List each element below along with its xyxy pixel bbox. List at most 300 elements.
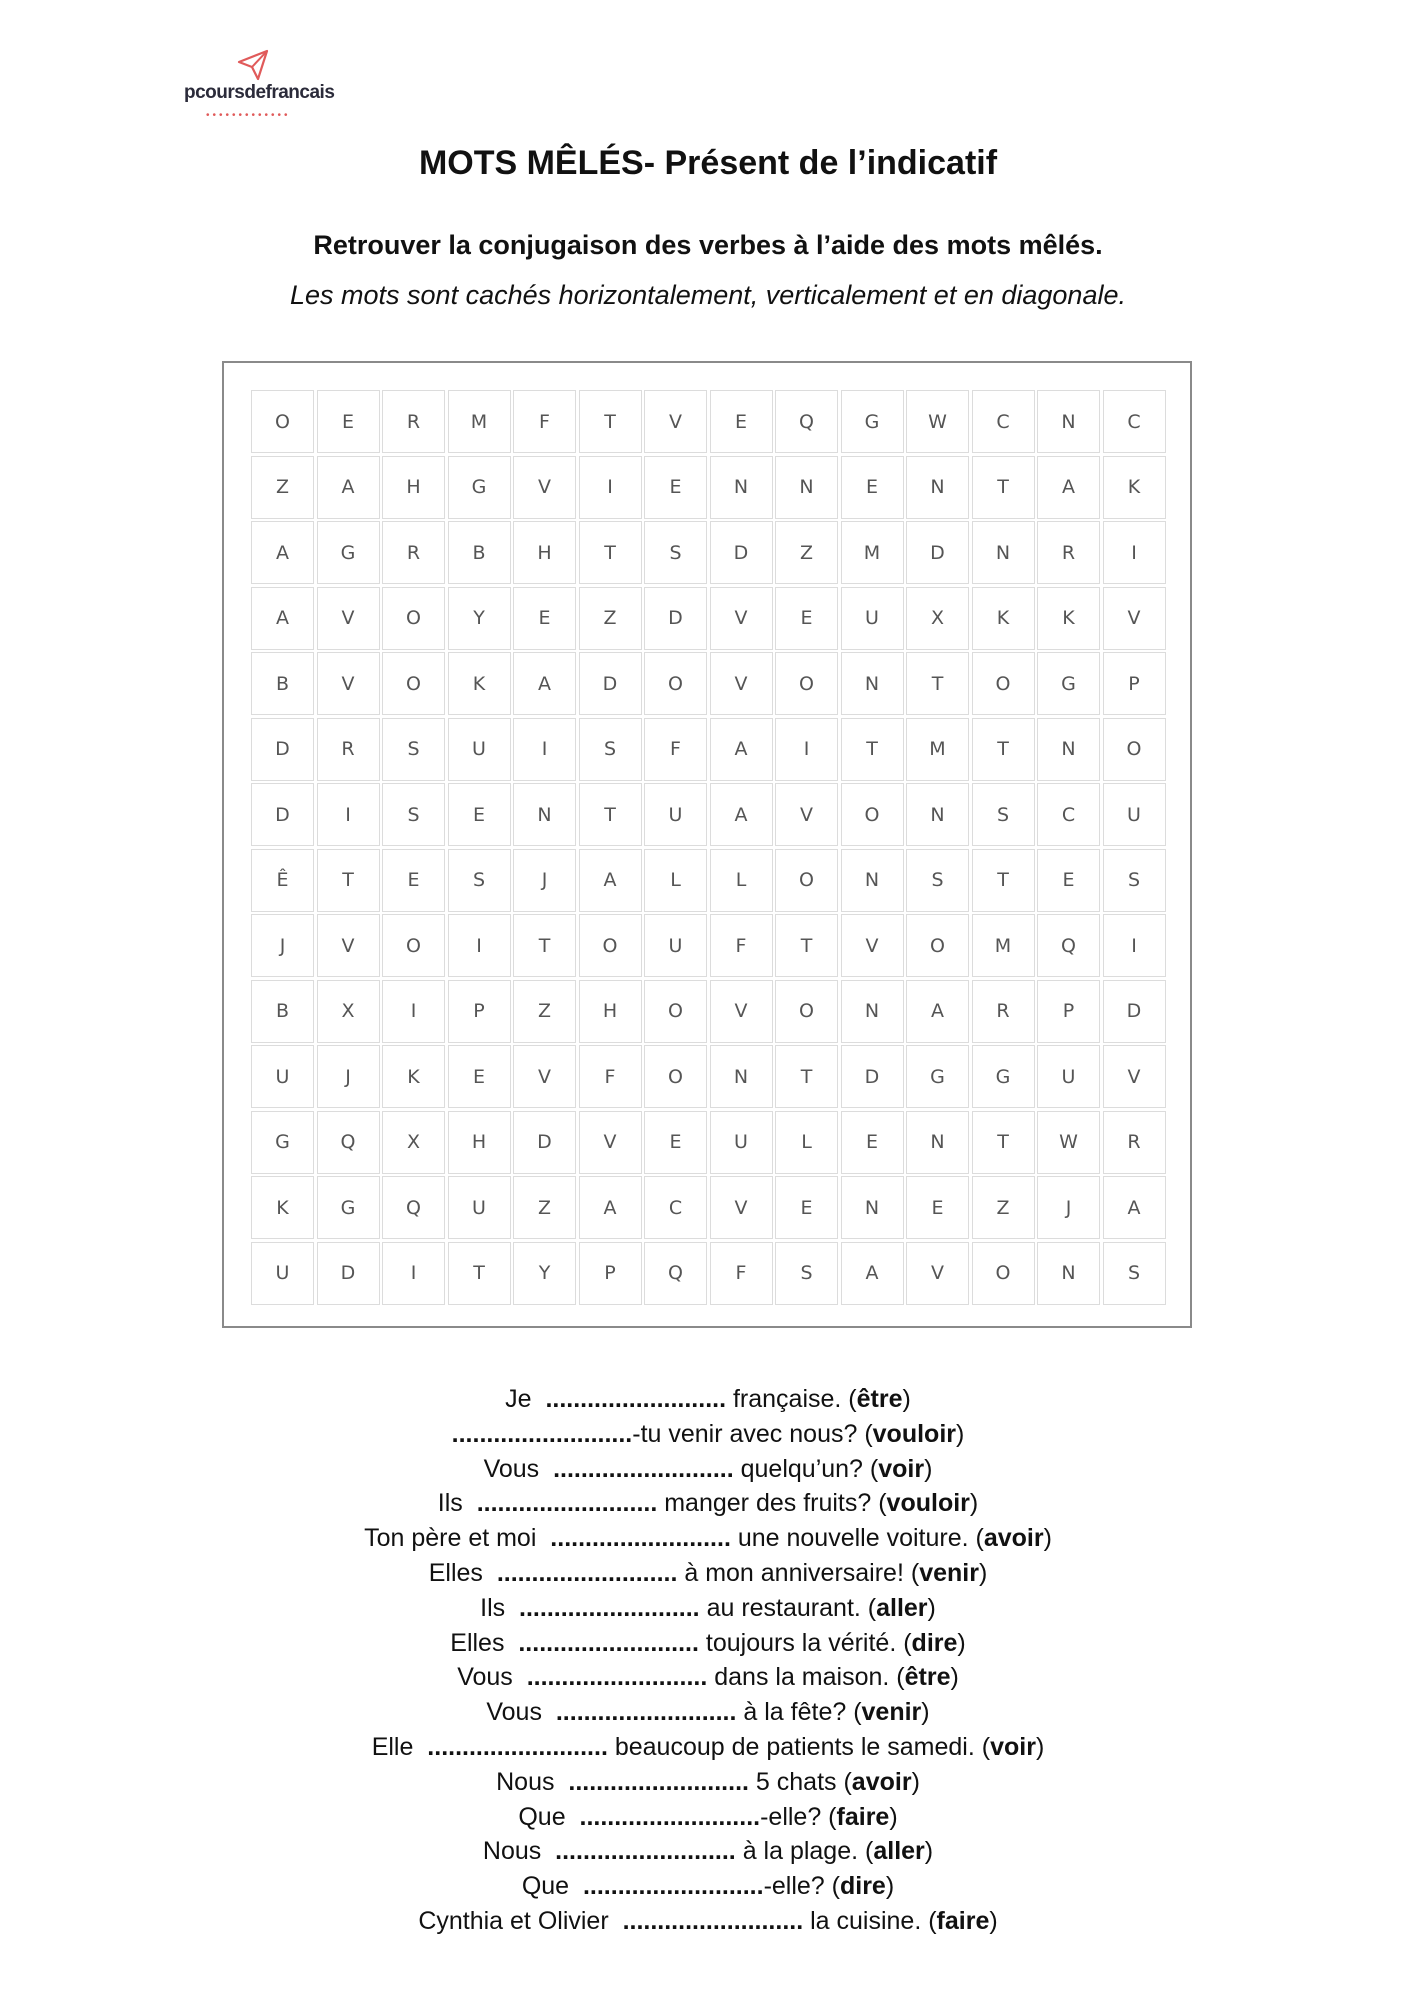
verb-infinitive: avoir	[851, 1767, 912, 1796]
grid-cell[interactable]: D	[251, 783, 314, 846]
grid-cell[interactable]: N	[906, 783, 969, 846]
logo-underline-dots: •••••••••••••	[206, 110, 291, 121]
grid-cell[interactable]: K	[448, 652, 511, 715]
grid-cell[interactable]: V	[841, 914, 904, 977]
grid-cell[interactable]: Z	[579, 587, 642, 650]
grid-cell[interactable]: O	[775, 652, 838, 715]
grid-cell[interactable]: V	[1103, 1045, 1166, 1108]
grid-cell[interactable]: F	[710, 1242, 773, 1305]
grid-cell[interactable]: G	[317, 521, 380, 584]
grid-cell[interactable]: T	[579, 521, 642, 584]
sentence-rest: -elle? (	[760, 1802, 837, 1831]
grid-cell[interactable]: U	[251, 1242, 314, 1305]
grid-cell[interactable]: O	[972, 652, 1035, 715]
grid-cell[interactable]: O	[579, 914, 642, 977]
grid-cell[interactable]: U	[448, 718, 511, 781]
closing-paren: )	[969, 1489, 979, 1518]
verb-infinitive: être	[904, 1663, 951, 1692]
exercise-sentence	[0, 1521, 1416, 1556]
grid-cell[interactable]: G	[448, 456, 511, 519]
grid-cell[interactable]: N	[513, 783, 576, 846]
grid-cell[interactable]: U	[448, 1176, 511, 1239]
grid-cell[interactable]: S	[1103, 1242, 1166, 1305]
grid-cell[interactable]: S	[906, 849, 969, 912]
grid-cell[interactable]: T	[513, 914, 576, 977]
grid-cell[interactable]: A	[579, 1176, 642, 1239]
grid-cell[interactable]: H	[448, 1111, 511, 1174]
grid-cell[interactable]: G	[841, 390, 904, 453]
sentence-rest: -elle? (	[763, 1872, 840, 1901]
sentence-subject: Elles	[428, 1558, 497, 1587]
answer-blank[interactable]: ..........................	[553, 1454, 734, 1483]
grid-cell[interactable]: I	[317, 783, 380, 846]
exercise-sentence	[0, 1904, 1416, 1939]
grid-cell[interactable]: S	[448, 849, 511, 912]
sentence-rest: 5 chats (	[748, 1767, 852, 1796]
sentence-subject: Cynthia et Olivier	[418, 1906, 623, 1935]
grid-cell[interactable]: P	[448, 980, 511, 1043]
word-search-grid	[251, 390, 1165, 1304]
verb-infinitive: dire	[839, 1872, 886, 1901]
grid-cell[interactable]: L	[710, 849, 773, 912]
grid-cell[interactable]: E	[710, 390, 773, 453]
answer-blank[interactable]: ..........................	[476, 1489, 658, 1518]
closing-paren: )	[1035, 1732, 1045, 1761]
grid-cell[interactable]: A	[710, 783, 773, 846]
grid-cell[interactable]: Y	[448, 587, 511, 650]
closing-paren: )	[885, 1872, 895, 1901]
grid-cell[interactable]: T	[972, 1111, 1035, 1174]
grid-cell[interactable]: X	[317, 980, 380, 1043]
sentence-rest: une nouvelle voiture. (	[730, 1524, 984, 1553]
exercise-sentence	[0, 1660, 1416, 1695]
grid-cell[interactable]: F	[710, 914, 773, 977]
grid-cell[interactable]: A	[1037, 456, 1100, 519]
grid-cell[interactable]: T	[579, 390, 642, 453]
logo	[184, 48, 344, 128]
grid-cell[interactable]: N	[710, 1045, 773, 1108]
sentence-subject: Que	[521, 1872, 583, 1901]
exercise-sentence	[0, 1800, 1416, 1835]
grid-cell[interactable]: D	[841, 1045, 904, 1108]
grid-cell[interactable]: U	[251, 1045, 314, 1108]
grid-cell[interactable]: P	[1037, 980, 1100, 1043]
closing-paren: )	[950, 1663, 959, 1692]
grid-cell[interactable]: O	[382, 914, 445, 977]
grid-cell[interactable]: Q	[317, 1111, 380, 1174]
grid-cell[interactable]: U	[1037, 1045, 1100, 1108]
grid-cell[interactable]: C	[644, 1176, 707, 1239]
sentence-rest: à mon anniversaire! (	[677, 1558, 920, 1587]
sentence-rest: toujours la vérité. (	[698, 1628, 912, 1657]
word-search-frame	[222, 361, 1192, 1328]
grid-cell[interactable]: S	[382, 783, 445, 846]
exercise-sentence	[0, 1626, 1416, 1661]
grid-cell[interactable]: R	[1037, 521, 1100, 584]
sentence-subject: Ils	[437, 1489, 477, 1518]
grid-cell[interactable]: R	[972, 980, 1035, 1043]
grid-cell[interactable]: E	[1037, 849, 1100, 912]
subinstruction: Les mots sont cachés horizontalement, verticalement et en diagonale.	[290, 280, 1126, 310]
verb-infinitive: faire	[836, 1802, 890, 1831]
page-title: MOTS MÊLÉS- Présent de l’indicatif	[418, 144, 998, 182]
grid-cell[interactable]: S	[644, 521, 707, 584]
grid-cell[interactable]: M	[841, 521, 904, 584]
grid-cell[interactable]: E	[906, 1176, 969, 1239]
grid-cell[interactable]: T	[841, 718, 904, 781]
closing-paren: )	[889, 1802, 898, 1831]
grid-cell[interactable]: N	[906, 456, 969, 519]
grid-cell[interactable]: Z	[513, 980, 576, 1043]
grid-cell[interactable]: G	[251, 1111, 314, 1174]
closing-paren: )	[921, 1698, 930, 1727]
grid-cell[interactable]: R	[317, 718, 380, 781]
grid-cell[interactable]: V	[513, 456, 576, 519]
grid-cell[interactable]: O	[382, 652, 445, 715]
grid-cell[interactable]: E	[317, 390, 380, 453]
closing-paren: )	[1043, 1524, 1052, 1553]
grid-cell[interactable]: K	[382, 1045, 445, 1108]
grid-cell[interactable]: T	[972, 456, 1035, 519]
grid-cell[interactable]: N	[841, 652, 904, 715]
verb-infinitive: être	[856, 1385, 903, 1413]
grid-cell[interactable]: D	[710, 521, 773, 584]
grid-cell[interactable]: A	[841, 1242, 904, 1305]
grid-cell[interactable]: U	[644, 783, 707, 846]
grid-cell[interactable]: D	[644, 587, 707, 650]
grid-cell[interactable]: V	[710, 587, 773, 650]
exercise-sentence	[0, 1556, 1416, 1591]
grid-cell[interactable]: A	[710, 718, 773, 781]
verb-infinitive: dire	[911, 1628, 958, 1657]
grid-cell[interactable]: K	[972, 587, 1035, 650]
grid-cell[interactable]: U	[644, 914, 707, 977]
verb-infinitive: aller	[873, 1837, 925, 1866]
grid-cell[interactable]: O	[1103, 718, 1166, 781]
grid-cell[interactable]: F	[579, 1045, 642, 1108]
grid-cell[interactable]: O	[644, 1045, 707, 1108]
exercise-sentence	[0, 1730, 1416, 1765]
grid-cell[interactable]: A	[1103, 1176, 1166, 1239]
exercise-sentence	[0, 1834, 1416, 1869]
answer-blank[interactable]: ..........................	[622, 1906, 804, 1935]
grid-cell[interactable]: K	[1103, 456, 1166, 519]
sentence-subject: Ils	[480, 1593, 520, 1622]
grid-cell[interactable]: T	[448, 1242, 511, 1305]
sentence-subject: Elle	[371, 1732, 428, 1761]
grid-cell[interactable]: G	[972, 1045, 1035, 1108]
verb-infinitive: venir	[861, 1698, 922, 1727]
grid-cell[interactable]: E	[513, 587, 576, 650]
sentence-rest: à la plage. (	[735, 1837, 874, 1866]
grid-cell[interactable]: W	[1037, 1111, 1100, 1174]
sentence-subject: Ton père et moi	[364, 1524, 551, 1553]
answer-blank[interactable]: ..........................	[526, 1663, 708, 1692]
grid-cell[interactable]: A	[579, 849, 642, 912]
grid-cell[interactable]: O	[841, 783, 904, 846]
grid-cell[interactable]: Q	[382, 1176, 445, 1239]
answer-blank[interactable]: ..........................	[496, 1558, 678, 1587]
grid-cell[interactable]: M	[448, 390, 511, 453]
grid-cell[interactable]: Q	[1037, 914, 1100, 977]
verb-infinitive: venir	[919, 1558, 979, 1587]
grid-cell[interactable]: E	[775, 1176, 838, 1239]
grid-cell[interactable]: N	[1037, 1242, 1100, 1305]
grid-cell[interactable]: B	[251, 980, 314, 1043]
grid-cell[interactable]: A	[317, 456, 380, 519]
grid-cell[interactable]: E	[382, 849, 445, 912]
closing-paren: )	[978, 1558, 988, 1587]
grid-cell[interactable]: U	[1103, 783, 1166, 846]
grid-cell[interactable]: R	[382, 390, 445, 453]
grid-cell[interactable]: X	[382, 1111, 445, 1174]
grid-cell[interactable]: T	[775, 1045, 838, 1108]
grid-cell[interactable]: D	[579, 652, 642, 715]
grid-cell[interactable]: W	[906, 390, 969, 453]
answer-blank[interactable]: ..........................	[550, 1524, 731, 1553]
closing-paren: )	[924, 1837, 934, 1866]
grid-cell[interactable]: I	[1103, 521, 1166, 584]
sentence-subject: Nous	[482, 1837, 556, 1866]
grid-cell[interactable]: I	[1103, 914, 1166, 977]
answer-blank[interactable]: ..........................	[519, 1593, 700, 1622]
grid-cell[interactable]: N	[972, 521, 1035, 584]
grid-cell[interactable]: V	[317, 914, 380, 977]
grid-cell[interactable]: G	[317, 1176, 380, 1239]
grid-cell[interactable]: G	[906, 1045, 969, 1108]
grid-cell[interactable]: P	[1103, 652, 1166, 715]
closing-paren: )	[924, 1454, 933, 1483]
grid-cell[interactable]: I	[382, 1242, 445, 1305]
grid-cell[interactable]: V	[710, 1176, 773, 1239]
grid-cell[interactable]: S	[972, 783, 1035, 846]
grid-cell[interactable]: A	[513, 652, 576, 715]
answer-blank[interactable]: ..........................	[545, 1385, 727, 1413]
grid-cell[interactable]: H	[513, 521, 576, 584]
grid-cell[interactable]: O	[972, 1242, 1035, 1305]
sentence-rest: manger des fruits? (	[657, 1489, 887, 1518]
answer-blank[interactable]: ..........................	[568, 1767, 749, 1796]
exercise-sentence	[0, 1695, 1416, 1730]
grid-cell[interactable]: N	[1037, 390, 1100, 453]
verb-infinitive: avoir	[983, 1524, 1044, 1553]
grid-cell[interactable]: K	[1037, 587, 1100, 650]
grid-cell[interactable]: N	[841, 849, 904, 912]
grid-cell[interactable]: S	[579, 718, 642, 781]
grid-cell[interactable]: I	[382, 980, 445, 1043]
grid-cell[interactable]: N	[906, 1111, 969, 1174]
sentence-rest: quelqu’un? (	[733, 1454, 879, 1483]
grid-cell[interactable]: O	[775, 980, 838, 1043]
logo-text: pcoursdefrancais	[184, 82, 335, 103]
grid-cell[interactable]: B	[448, 521, 511, 584]
sentence-rest: -tu venir avec nous? (	[632, 1419, 873, 1448]
grid-cell[interactable]: L	[775, 1111, 838, 1174]
grid-cell[interactable]: N	[710, 456, 773, 519]
answer-blank[interactable]: ..........................	[451, 1419, 633, 1448]
grid-cell[interactable]: I	[579, 456, 642, 519]
grid-cell[interactable]: M	[972, 914, 1035, 977]
grid-cell[interactable]: D	[906, 521, 969, 584]
grid-cell[interactable]: O	[644, 980, 707, 1043]
exercise-sentence	[0, 1591, 1416, 1626]
grid-cell[interactable]: Ê	[251, 849, 314, 912]
grid-cell[interactable]: U	[710, 1111, 773, 1174]
instruction: Retrouver la conjugaison des verbes à l’aide des mots mêlés.	[313, 230, 1103, 260]
exercise-sentence	[0, 1486, 1416, 1521]
grid-cell[interactable]: A	[251, 587, 314, 650]
grid-cell[interactable]: V	[317, 652, 380, 715]
closing-paren: )	[957, 1628, 966, 1657]
grid-cell[interactable]: C	[1103, 390, 1166, 453]
grid-cell[interactable]: Z	[513, 1176, 576, 1239]
grid-cell[interactable]: I	[513, 718, 576, 781]
grid-cell[interactable]: D	[513, 1111, 576, 1174]
grid-cell[interactable]: R	[382, 521, 445, 584]
grid-cell[interactable]: Z	[972, 1176, 1035, 1239]
grid-cell[interactable]: D	[317, 1242, 380, 1305]
exercise-sentence	[0, 1765, 1416, 1800]
grid-cell[interactable]: O	[906, 914, 969, 977]
grid-cell[interactable]: K	[251, 1176, 314, 1239]
grid-cell[interactable]: V	[906, 1242, 969, 1305]
sentence-rest: à la fête? (	[736, 1698, 862, 1727]
exercise-sentence	[0, 1869, 1416, 1904]
closing-paren: )	[902, 1385, 911, 1413]
verb-infinitive: vouloir	[872, 1419, 956, 1448]
sentence-subject: Vous	[486, 1698, 556, 1727]
grid-cell[interactable]: E	[644, 456, 707, 519]
grid-cell[interactable]: T	[972, 718, 1035, 781]
sentence-rest: beaucoup de patients le samedi. (	[607, 1732, 991, 1761]
sentence-subject: Vous	[483, 1454, 554, 1483]
answer-blank[interactable]: ..........................	[582, 1872, 764, 1901]
grid-cell[interactable]: D	[251, 718, 314, 781]
grid-cell[interactable]: J	[317, 1045, 380, 1108]
grid-cell[interactable]: Z	[775, 521, 838, 584]
grid-cell[interactable]: T	[775, 914, 838, 977]
grid-cell[interactable]: I	[448, 914, 511, 977]
grid-cell[interactable]: S	[382, 718, 445, 781]
exercise-sentences	[0, 1382, 1416, 1939]
grid-cell[interactable]: J	[513, 849, 576, 912]
grid-cell[interactable]: O	[644, 652, 707, 715]
grid-cell[interactable]: S	[1103, 849, 1166, 912]
grid-cell[interactable]: T	[317, 849, 380, 912]
sentence-subject: Que	[518, 1802, 580, 1831]
closing-paren: )	[911, 1767, 920, 1796]
grid-cell[interactable]: R	[1103, 1111, 1166, 1174]
grid-cell[interactable]: V	[710, 652, 773, 715]
grid-cell[interactable]: H	[382, 456, 445, 519]
grid-cell[interactable]: Q	[644, 1242, 707, 1305]
grid-cell[interactable]: V	[579, 1111, 642, 1174]
grid-cell[interactable]: Z	[251, 456, 314, 519]
grid-cell[interactable]: F	[644, 718, 707, 781]
answer-blank[interactable]: ..........................	[555, 1698, 737, 1727]
grid-cell[interactable]: Y	[513, 1242, 576, 1305]
grid-cell[interactable]: J	[251, 914, 314, 977]
sentence-subject: Elles	[450, 1628, 519, 1657]
verb-infinitive: faire	[936, 1906, 990, 1935]
grid-cell[interactable]: O	[251, 390, 314, 453]
grid-cell[interactable]: C	[1037, 783, 1100, 846]
grid-cell[interactable]: S	[775, 1242, 838, 1305]
grid-cell[interactable]: E	[448, 783, 511, 846]
grid-cell[interactable]: V	[513, 1045, 576, 1108]
exercise-sentence	[0, 1452, 1416, 1487]
grid-cell[interactable]: E	[644, 1111, 707, 1174]
sentence-subject: Nous	[496, 1767, 569, 1796]
grid-cell[interactable]: E	[841, 456, 904, 519]
closing-paren: )	[956, 1419, 965, 1448]
sentence-rest: au restaurant. (	[699, 1593, 877, 1622]
exercise-sentence	[0, 1417, 1416, 1452]
grid-cell[interactable]: V	[644, 390, 707, 453]
verb-infinitive: aller	[876, 1593, 928, 1622]
grid-cell[interactable]: F	[513, 390, 576, 453]
sentence-rest: la cuisine. (	[803, 1906, 937, 1935]
grid-cell[interactable]: O	[382, 587, 445, 650]
answer-blank[interactable]: ..........................	[427, 1732, 608, 1761]
grid-cell[interactable]: A	[251, 521, 314, 584]
grid-cell[interactable]: I	[775, 718, 838, 781]
grid-cell[interactable]: T	[972, 849, 1035, 912]
grid-cell[interactable]: J	[1037, 1176, 1100, 1239]
grid-cell[interactable]: C	[972, 390, 1035, 453]
grid-cell[interactable]: E	[841, 1111, 904, 1174]
grid-cell[interactable]: B	[251, 652, 314, 715]
grid-cell[interactable]: H	[579, 980, 642, 1043]
grid-cell[interactable]: P	[579, 1242, 642, 1305]
grid-cell[interactable]: M	[906, 718, 969, 781]
answer-blank[interactable]: ..........................	[555, 1837, 736, 1866]
answer-blank[interactable]: ..........................	[518, 1628, 699, 1657]
grid-cell[interactable]: Q	[775, 390, 838, 453]
answer-blank[interactable]: ..........................	[579, 1802, 761, 1831]
grid-cell[interactable]: X	[906, 587, 969, 650]
paper-plane-icon	[236, 48, 270, 82]
verb-infinitive: voir	[990, 1732, 1036, 1761]
sentence-subject: Je	[505, 1385, 546, 1413]
grid-cell[interactable]: N	[775, 456, 838, 519]
grid-cell[interactable]: O	[775, 849, 838, 912]
sentence-rest: dans la maison. (	[707, 1663, 905, 1692]
sentence-rest: française. (	[726, 1385, 857, 1413]
sentence-subject: Vous	[457, 1663, 527, 1692]
exercise-sentence	[0, 1382, 1416, 1417]
grid-cell[interactable]: V	[775, 783, 838, 846]
grid-cell[interactable]: N	[1037, 718, 1100, 781]
grid-cell[interactable]: A	[906, 980, 969, 1043]
grid-cell[interactable]: N	[841, 1176, 904, 1239]
grid-cell[interactable]: V	[317, 587, 380, 650]
grid-cell[interactable]: E	[775, 587, 838, 650]
grid-cell[interactable]: L	[644, 849, 707, 912]
grid-cell[interactable]: G	[1037, 652, 1100, 715]
grid-cell[interactable]: T	[579, 783, 642, 846]
closing-paren: )	[989, 1906, 998, 1935]
grid-cell[interactable]: T	[906, 652, 969, 715]
grid-cell[interactable]: V	[710, 980, 773, 1043]
verb-infinitive: voir	[878, 1454, 925, 1483]
grid-cell[interactable]: D	[1103, 980, 1166, 1043]
grid-cell[interactable]: E	[448, 1045, 511, 1108]
grid-cell[interactable]: N	[841, 980, 904, 1043]
grid-cell[interactable]: V	[1103, 587, 1166, 650]
verb-infinitive: vouloir	[886, 1489, 970, 1518]
grid-cell[interactable]: U	[841, 587, 904, 650]
